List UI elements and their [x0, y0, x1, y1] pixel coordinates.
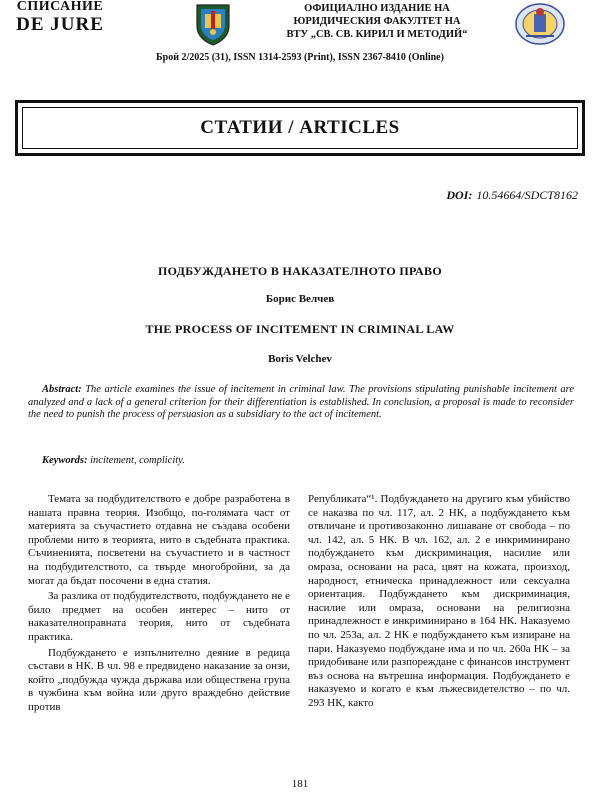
doi-value[interactable]: 10.54664/SDCT8162 [476, 188, 578, 202]
body-paragraph: За разлика от подбудителството, подбуждането не е било предмет на особен интерес – нито от наказателноправната теория, нито от съдебната практика. [28, 590, 290, 643]
body-paragraph: Темата за подбудителството е добре разработена в нашата правна теория. Изобщо, по-голямата част от материята за съучастието отдавна не създава особени проблеми нито в теорията, нито в съдебната практика. Съчиненията, посветени на съучастието и в частност на подбудителството, са твърде многобройни, за да могат да бъдат посочени в една статия. [28, 493, 290, 587]
journal-name-line1: СПИСАНИЕ [16, 0, 104, 14]
abstract-label: Abstract: [42, 384, 82, 395]
body-column-right [308, 493, 570, 713]
page-header [0, 0, 600, 66]
official-line-2: ЮРИДИЧЕСКИЯ ФАКУЛТЕТ НА [293, 16, 461, 28]
doi [446, 188, 578, 203]
keywords-text: incitement, complicity. [90, 455, 185, 466]
page-number: 181 [291, 778, 309, 790]
issue-info: Брой 2/2025 (31), ISSN 1314-2593 (Print), ISSN 2367-8410 (Online) [156, 52, 444, 63]
university-crest-icon [194, 2, 232, 46]
journal-logo [4, 0, 116, 35]
section-title: СТАТИИ / ARTICLES [200, 117, 400, 138]
official-line-3: ВТУ „СВ. СВ. КИРИЛ И МЕТОДИЙ“ [286, 29, 468, 41]
author-name-en: Boris Velchev [268, 353, 332, 365]
doi-label: DOI: [446, 188, 473, 202]
abstract [28, 384, 574, 422]
article-title-bg: ПОДБУЖДАНЕТО В НАКАЗАТЕЛНОТО ПРАВО [158, 264, 442, 278]
section-banner [15, 100, 585, 156]
faculty-seal-icon [514, 2, 566, 46]
body-paragraph: Подбуждането е изпълнително деяние в редица състави в НК. В чл. 98 е предвидено наказание за онзи, който „подбужда чужда държава или обществена група в чужбина към война или друго враждебно действие против [28, 646, 290, 713]
official-line-1: ОФИЦИАЛНО ИЗДАНИЕ НА [304, 3, 450, 14]
body-column-left [28, 493, 290, 717]
abstract-text: The article examines the issue of incitement in criminal law. The provisions stipulating punishable incitement are analyzed and a lack of a general criterion for their differentiation is established. In conclusion, a proposal is made to reconsider the need to punish the process of persuasion as a subsidiary to the act of incitement. [28, 384, 574, 421]
journal-name-line2: DE JURE [16, 13, 104, 35]
official-publisher [252, 2, 502, 41]
keywords-label: Keywords: [42, 455, 88, 466]
author-name-bg: Борис Велчев [265, 293, 335, 305]
keywords [42, 455, 185, 466]
article-title-en: THE PROCESS OF INCITEMENT IN CRIMINAL LAW [145, 322, 455, 336]
body-paragraph: Републиката“¹. Подбуждането на другиго към убийство се наказва по чл. 117, ал. 2 НК, а подбуждането към отвличане и противозаконно лишаване от свобода – по чл. 142, ал. 5 НК. В чл. 162, ал. 2 е инкриминирано подбуждането към дискриминация, насилие или омраза, основани на раса, цвят на кожата, произход, народност, етническа принадлежност или сексуална ориентация. Подбуждането към дискриминация, насилие или омраза, основани на религиозна принадлежност е инкриминирано в 164 НК. Наказуемо по чл. 253а, ал. 2 НК е подбуждането към изпиране на пари. Наказуемо подбуждане има и по чл. 260а НК – за придобиване или разпореждане с финансов инструмент въз основа на вътрешна информация. Подбуждането е наказуемо и когато е към лъжесвидетелство – по чл. 293 НК, както [308, 493, 570, 709]
section-banner-inner [22, 107, 578, 149]
